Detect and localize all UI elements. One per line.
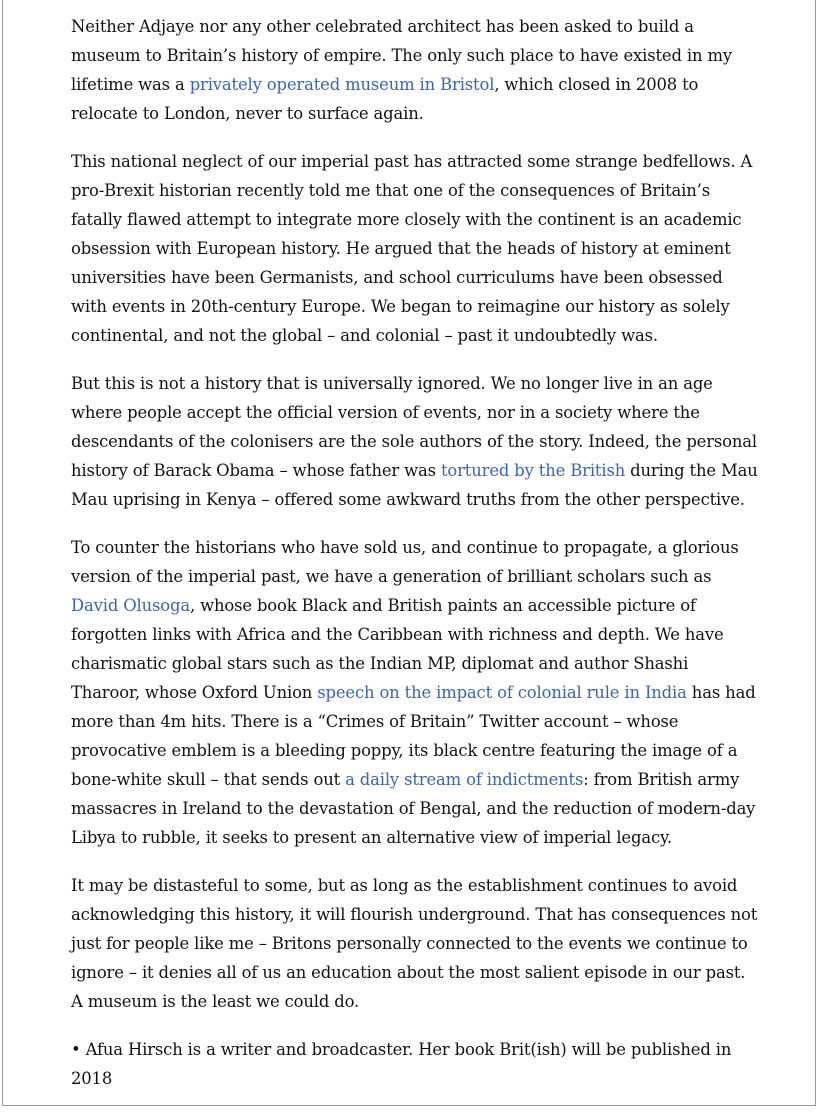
paragraph-text: To counter the historians who have sold us, and continue to propagate, a glorious version of the imperial past, we have a generation of brilliant scholars such as — [71, 538, 739, 586]
link-daily-indictments[interactable]: a daily stream of indictments — [345, 770, 584, 789]
link-tharoor-speech[interactable]: speech on the impact of colonial rule in India — [317, 683, 687, 702]
paragraph-text: But this is not a history that is universally ignored. We no longer live in an age where people accept the official version of events, nor in a society where the descendants of the colonisers are the sole authors of the story. Indeed, the personal history of Barack Obama – whose father was — [71, 374, 758, 480]
paragraph-text: It may be distasteful to some, but as long as the establishment continues to avoid acknowledging this history, it will flourish underground. That has consequences not just for people like me – Britons personally connected to the events we continue to ignore – it denies all of us an education about the most salient episode in our past. A museum is the least we could do. — [71, 876, 758, 1011]
link-bristol-museum[interactable]: privately operated museum in Bristol — [189, 75, 495, 94]
paragraph-text: Neither Adjaye nor any other celebrated architect has been asked to build a museum to Britain’s history of empire. The only such place to have existed in my lifetime was a — [71, 17, 732, 94]
paragraph-distasteful — [71, 871, 761, 1016]
author-bio-text: • Afua Hirsch is a writer and broadcaster. Her book Brit(ish) will be published in 2018 — [71, 1040, 732, 1088]
paragraph-text: has had more than 4m hits. There is a “Crimes of Britain” Twitter account – whose provocative emblem is a bleeding poppy, its black centre featuring the image of a bone-white skull – that sends out — [71, 683, 756, 789]
paragraph-museum-bristol — [71, 12, 761, 128]
paragraph-national-neglect — [71, 147, 761, 350]
paragraph-text: during the Mau Mau uprising in Kenya – offered some awkward truths from the other perspective. — [71, 461, 758, 509]
paragraph-not-ignored — [71, 369, 761, 514]
paragraph-text: : from British army massacres in Ireland to the devastation of Bengal, and the reduction of modern-day Libya to rubble, it seeks to present an alternative view of imperial legacy. — [71, 770, 756, 847]
author-bio — [71, 1035, 761, 1093]
paragraph-text: , which closed in 2008 to relocate to London, never to surface again. — [71, 75, 699, 123]
paragraph-text: , whose book Black and British paints an accessible picture of forgotten links with Africa and the Caribbean with richness and depth. We have charismatic global stars such as the Indian MP, diplomat and author Shashi Tharoor, whose Oxford Union — [71, 596, 724, 702]
paragraph-text: This national neglect of our imperial past has attracted some strange bedfellows. A pro-Brexit historian recently told me that one of the consequences of Britain’s fatally flawed attempt to integrate more closely with the continent is an academic obsession with European history. He argued that the heads of history at eminent universities have been Germanists, and school curriculums have been obsessed with events in 20th-century Europe. We began to reimagine our history as solely continental, and not the global – and colonial – past it undoubtedly was. — [71, 152, 753, 345]
link-tortured-by-british[interactable]: tortured by the British — [440, 461, 626, 480]
article-body — [71, 12, 761, 1112]
link-david-olusoga[interactable]: David Olusoga — [71, 596, 190, 615]
paragraph-scholars — [71, 533, 761, 852]
